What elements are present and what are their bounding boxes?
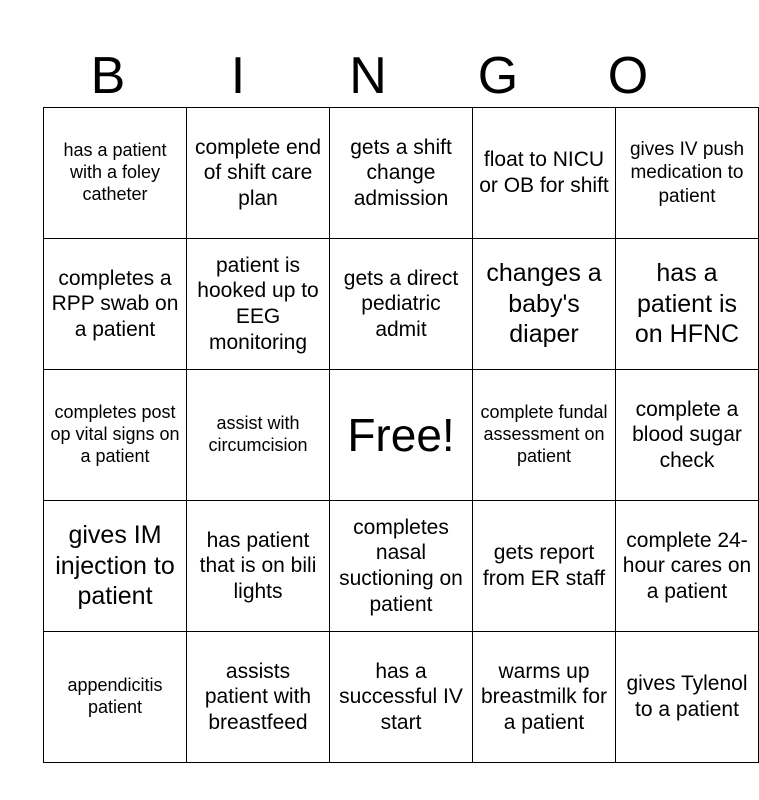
header-letter-n: N xyxy=(349,47,387,105)
bingo-cell[interactable]: complete fundal assessment on patient xyxy=(473,370,616,501)
bingo-cell[interactable]: completes nasal suctioning on patient xyxy=(330,501,473,632)
bingo-cell[interactable]: completes post op vital signs on a patient xyxy=(44,370,187,501)
bingo-cell[interactable]: gets report from ER staff xyxy=(473,501,616,632)
bingo-cell[interactable]: warms up breastmilk for a patient xyxy=(473,632,616,763)
bingo-cell[interactable]: complete a blood sugar check xyxy=(616,370,759,501)
bingo-cell[interactable]: appendicitis patient xyxy=(44,632,187,763)
bingo-cell[interactable]: patient is hooked up to EEG monitoring xyxy=(187,239,330,370)
header-letter-b: B xyxy=(90,47,126,105)
bingo-cell[interactable]: has a patient with a foley catheter xyxy=(44,108,187,239)
bingo-cell[interactable]: gives Tylenol to a patient xyxy=(616,632,759,763)
bingo-cell[interactable]: complete end of shift care plan xyxy=(187,108,330,239)
bingo-cell[interactable]: float to NICU or OB for shift xyxy=(473,108,616,239)
bingo-cell[interactable]: gets a shift change admission xyxy=(330,108,473,239)
bingo-cell[interactable]: completes a RPP swab on a patient xyxy=(44,239,187,370)
bingo-cell[interactable]: changes a baby's diaper xyxy=(473,239,616,370)
bingo-cell[interactable]: gives IV push medication to patient xyxy=(616,108,759,239)
bingo-cell[interactable]: gets a direct pediatric admit xyxy=(330,239,473,370)
board-row xyxy=(44,501,759,632)
bingo-cell[interactable]: has patient that is on bili lights xyxy=(187,501,330,632)
board-row xyxy=(44,632,759,763)
bingo-cell[interactable]: gives IM injection to patient xyxy=(44,501,187,632)
bingo-header xyxy=(43,44,693,108)
header-letter-i: I xyxy=(230,47,246,105)
header-letter-g: G xyxy=(477,47,519,105)
bingo-cell[interactable]: has a successful IV start xyxy=(330,632,473,763)
bingo-cell[interactable]: assist with circumcision xyxy=(187,370,330,501)
bingo-cell[interactable]: assists patient with breastfeed xyxy=(187,632,330,763)
bingo-cell[interactable]: complete 24-hour cares on a patient xyxy=(616,501,759,632)
board-row xyxy=(44,370,759,501)
bingo-board xyxy=(43,107,759,763)
board-row xyxy=(44,108,759,239)
bingo-cell[interactable]: has a patient is on HFNC xyxy=(616,239,759,370)
board-row xyxy=(44,239,759,370)
free-space[interactable]: Free! xyxy=(330,370,473,501)
header-letter-o: O xyxy=(607,47,649,105)
